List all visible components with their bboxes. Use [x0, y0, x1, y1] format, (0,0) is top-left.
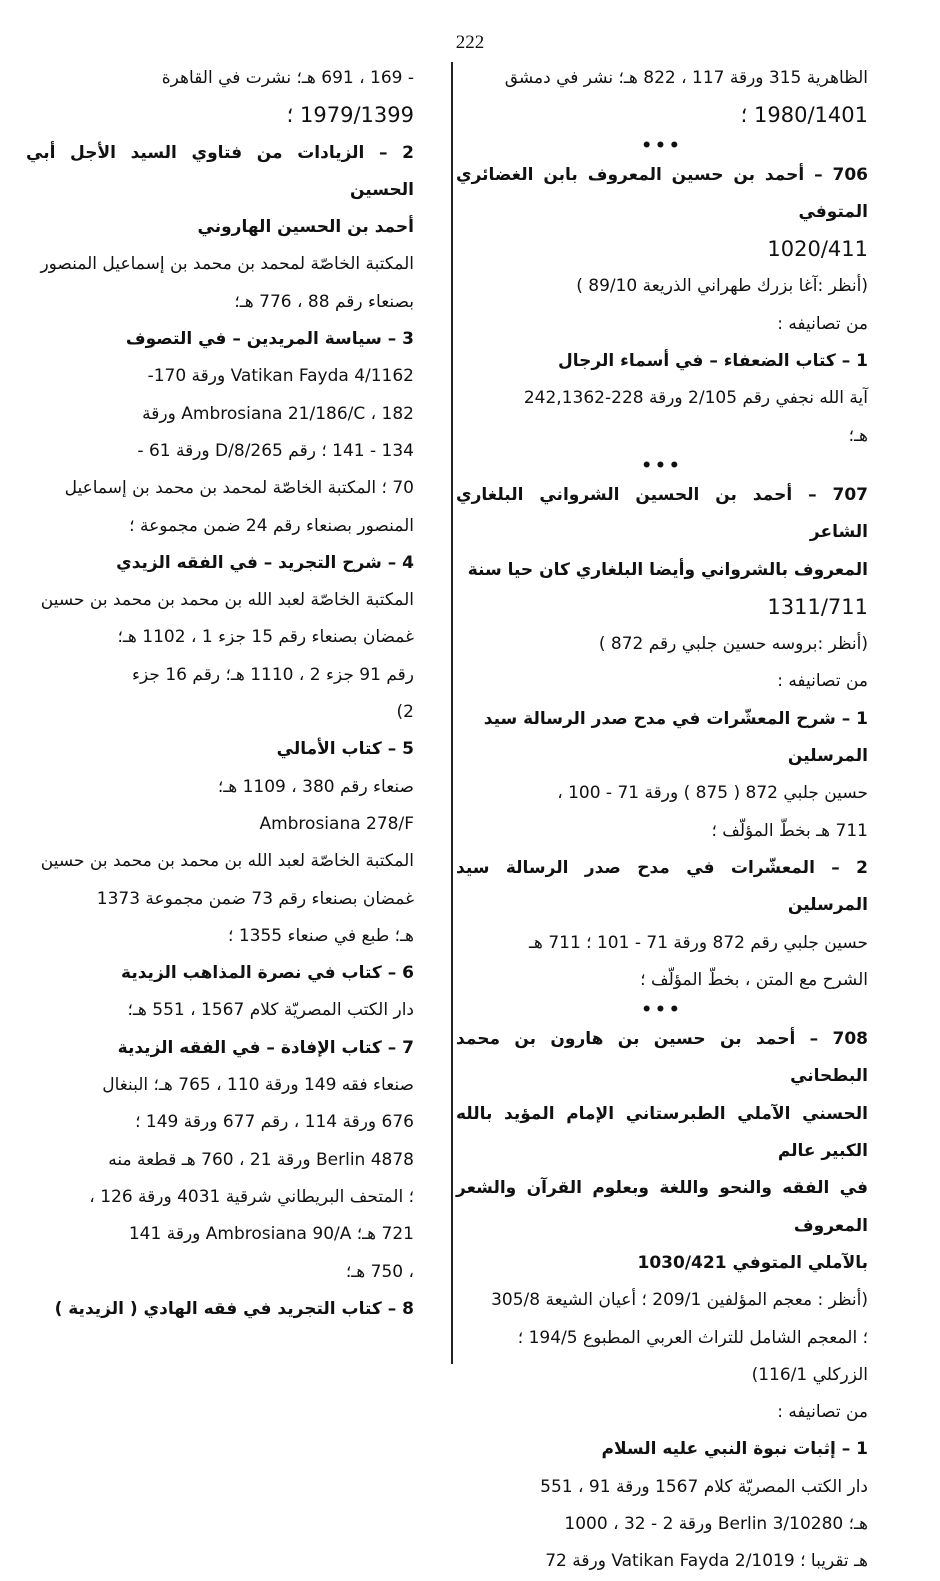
text-line: دار الكتب المصريّة كلام 1567 ورقة 91 ، 551: [540, 1476, 868, 1497]
text-line: رقم 91 جزء 2 ، 1110 هـ؛ رقم 16 جزء: [132, 664, 414, 685]
text-line: Vatikan Fayda 4/1162 ورقة 170-: [147, 366, 414, 387]
reference-line: (أنظر :بروسه حسين جلبي رقم 872 ): [598, 634, 868, 655]
text-line: ؛ المتحف البريطاني شرقية 4031 ورقة 126 ،: [89, 1186, 414, 1207]
text-line: 134 - 141 ؛ رقم 8/265/D ورقة 61 -: [137, 440, 414, 461]
text-line: 1020/411: [767, 237, 868, 262]
text-line: هـ؛ Berlin 3/10280 ورقة 2 - 32 ، 1000: [564, 1513, 868, 1534]
right-column: [456, 60, 868, 1581]
work-title: 3 – سياسة المريدين – في التصوف: [125, 329, 414, 350]
text-line: بالآملي المتوفي 1030/421: [637, 1252, 868, 1273]
text-line: 1311/711: [767, 594, 868, 619]
text-line: 1980/1401 ؛: [740, 103, 868, 128]
text-line: 676 ورقة 114 ، رقم 677 ورقة 149 ؛: [135, 1112, 414, 1133]
work-title: 8 – كتاب التجريد في فقه الهادي ( الزيدية ): [54, 1298, 414, 1319]
text-line: 1979/1399 ؛: [286, 103, 414, 128]
text-line: 70 ؛ المكتبة الخاصّة لمحمد بن محمد بن إسماعيل: [64, 478, 414, 499]
entry-heading-707: 707 – أحمد بن الحسين الشرواني البلغاري الشاعر: [456, 484, 868, 543]
left-column: [26, 60, 414, 1328]
text-line: في الفقه والنحو واللغة وبعلوم القرآن والشعر المعروف: [456, 1178, 868, 1236]
text-line: 711 هـ بخطّ المؤلّف ؛: [711, 820, 868, 841]
text-line: ، 750 هـ؛: [345, 1261, 414, 1282]
reference-line: (أنظر : معجم المؤلفين 209/1 ؛ أعيان الشيعة 305/8: [491, 1290, 868, 1311]
text-line: هـ؛ طبع في صنعاء 1355 ؛: [228, 925, 414, 946]
text-line: غمضان بصنعاء رقم 73 ضمن مجموعة 1373: [96, 888, 414, 909]
text-line: 721 هـ؛ Ambrosiana 90/A ورقة 141: [128, 1224, 414, 1245]
text-line: هـ؛: [848, 425, 868, 446]
page-number: 222: [455, 32, 485, 53]
text-line: بصنعاء رقم 88 ، 776 هـ؛: [234, 291, 414, 312]
text-line: المكتبة الخاصّة لعبد الله بن محمد بن محمد بن حسين: [40, 851, 414, 872]
text-line: حسين جلبي رقم 872 ورقة 71 - 101 ؛ 711 هـ: [528, 932, 868, 953]
entry-heading-706: 706 – أحمد بن حسين المعروف بابن الغضائري المتوفي: [456, 164, 868, 222]
text-line: من تصانيفه :: [777, 313, 868, 334]
work-title: 1 – كتاب الضعفاء – في أسماء الرجال: [558, 351, 868, 372]
text-line: Berlin 4878 ورقة 21 ، 760 هـ قطعة منه: [108, 1149, 414, 1170]
text-line: هـ تقريبا ؛ Vatikan Fayda 2/1019 ورقة 72: [545, 1551, 868, 1572]
text-line: صنعاء فقه 149 ورقة 110 ، 765 هـ؛ البنغال: [102, 1075, 414, 1096]
text-line: صنعاء رقم 380 ، 1109 هـ؛: [217, 776, 414, 797]
entry-separator: •••: [641, 455, 683, 476]
text-line: الحسني الآملي الطبرستاني الإمام المؤيد بالله الكبير عالم: [456, 1103, 868, 1162]
text-line: المكتبة الخاصّة لمحمد بن محمد بن إسماعيل المنصور: [40, 254, 414, 275]
work-title: 2 – المعشّرات في مدح صدر الرسالة سيد المرسلين: [456, 857, 868, 916]
text-line: دار الكتب المصريّة كلام 1567 ، 551 هـ؛: [127, 1000, 414, 1021]
text-line: حسين جلبي 872 ( 875 ) ورقة 71 - 100 ،: [557, 783, 868, 804]
work-title: 6 – كتاب في نصرة المذاهب الزيدية: [121, 963, 414, 984]
text-line: 182 ، Ambrosiana 21/186/C ورقة: [142, 403, 414, 424]
text-line: المرسلين: [787, 746, 868, 767]
text-line: Ambrosiana 278/F: [259, 813, 414, 834]
reference-line: ؛ المعجم الشامل للتراث العربي المطبوع 194/5 ؛: [517, 1327, 868, 1348]
text-line: أحمد بن الحسين الهاروني: [197, 217, 414, 238]
text-line: الظاهرية 315 ورقة 117 ، 822 هـ؛ نشر في دمشق: [504, 68, 868, 88]
text-line: من تصانيفه :: [777, 1402, 868, 1423]
text-line: الشرح مع المتن ، بخطّ المؤلّف ؛: [640, 969, 868, 990]
text-line: المكتبة الخاصّة لعبد الله بن محمد بن محمد بن حسين: [40, 590, 414, 611]
work-title: 1 – إثبات نبوة النبي عليه السلام: [601, 1439, 868, 1460]
text-line: 2): [396, 702, 414, 723]
work-title: 5 – كتاب الأمالي: [276, 739, 414, 760]
text-line: آية الله نجفي رقم 2/105 ورقة 228-242,1362: [523, 388, 868, 409]
entry-separator: •••: [641, 1000, 683, 1021]
work-title: 2 – الزيادات من فتاوي السيد الأجل أبي الحسين: [26, 142, 414, 200]
column-divider: [451, 62, 453, 1364]
work-title: 4 – شرح التجريد – في الفقه الزيدي: [116, 552, 414, 573]
work-title: 1 – شرح المعشّرات في مدح صدر الرسالة سيد: [483, 708, 868, 729]
work-title: 7 – كتاب الإفادة – في الفقه الزيدية: [117, 1037, 414, 1058]
entry-separator: •••: [641, 135, 683, 156]
text-line: غمضان بصنعاء رقم 15 جزء 1 ، 1102 هـ؛: [117, 627, 414, 648]
text-line: المعروف بالشرواني وأيضا البلغاري كان حيا سنة: [467, 559, 868, 580]
text-line: - 169 ، 691 هـ؛ نشرت في القاهرة: [161, 68, 414, 88]
reference-line: (أنظر :آغا بزرك طهراني الذريعة 89/10 ): [576, 276, 868, 297]
text-line: المنصور بصنعاء رقم 24 ضمن مجموعة ؛: [129, 515, 414, 536]
reference-line: الزركلي 116/1): [751, 1364, 868, 1385]
text-line: من تصانيفه :: [777, 671, 868, 692]
entry-heading-708: 708 – أحمد بن حسين بن هارون بن محمد البطحاني: [456, 1029, 868, 1087]
